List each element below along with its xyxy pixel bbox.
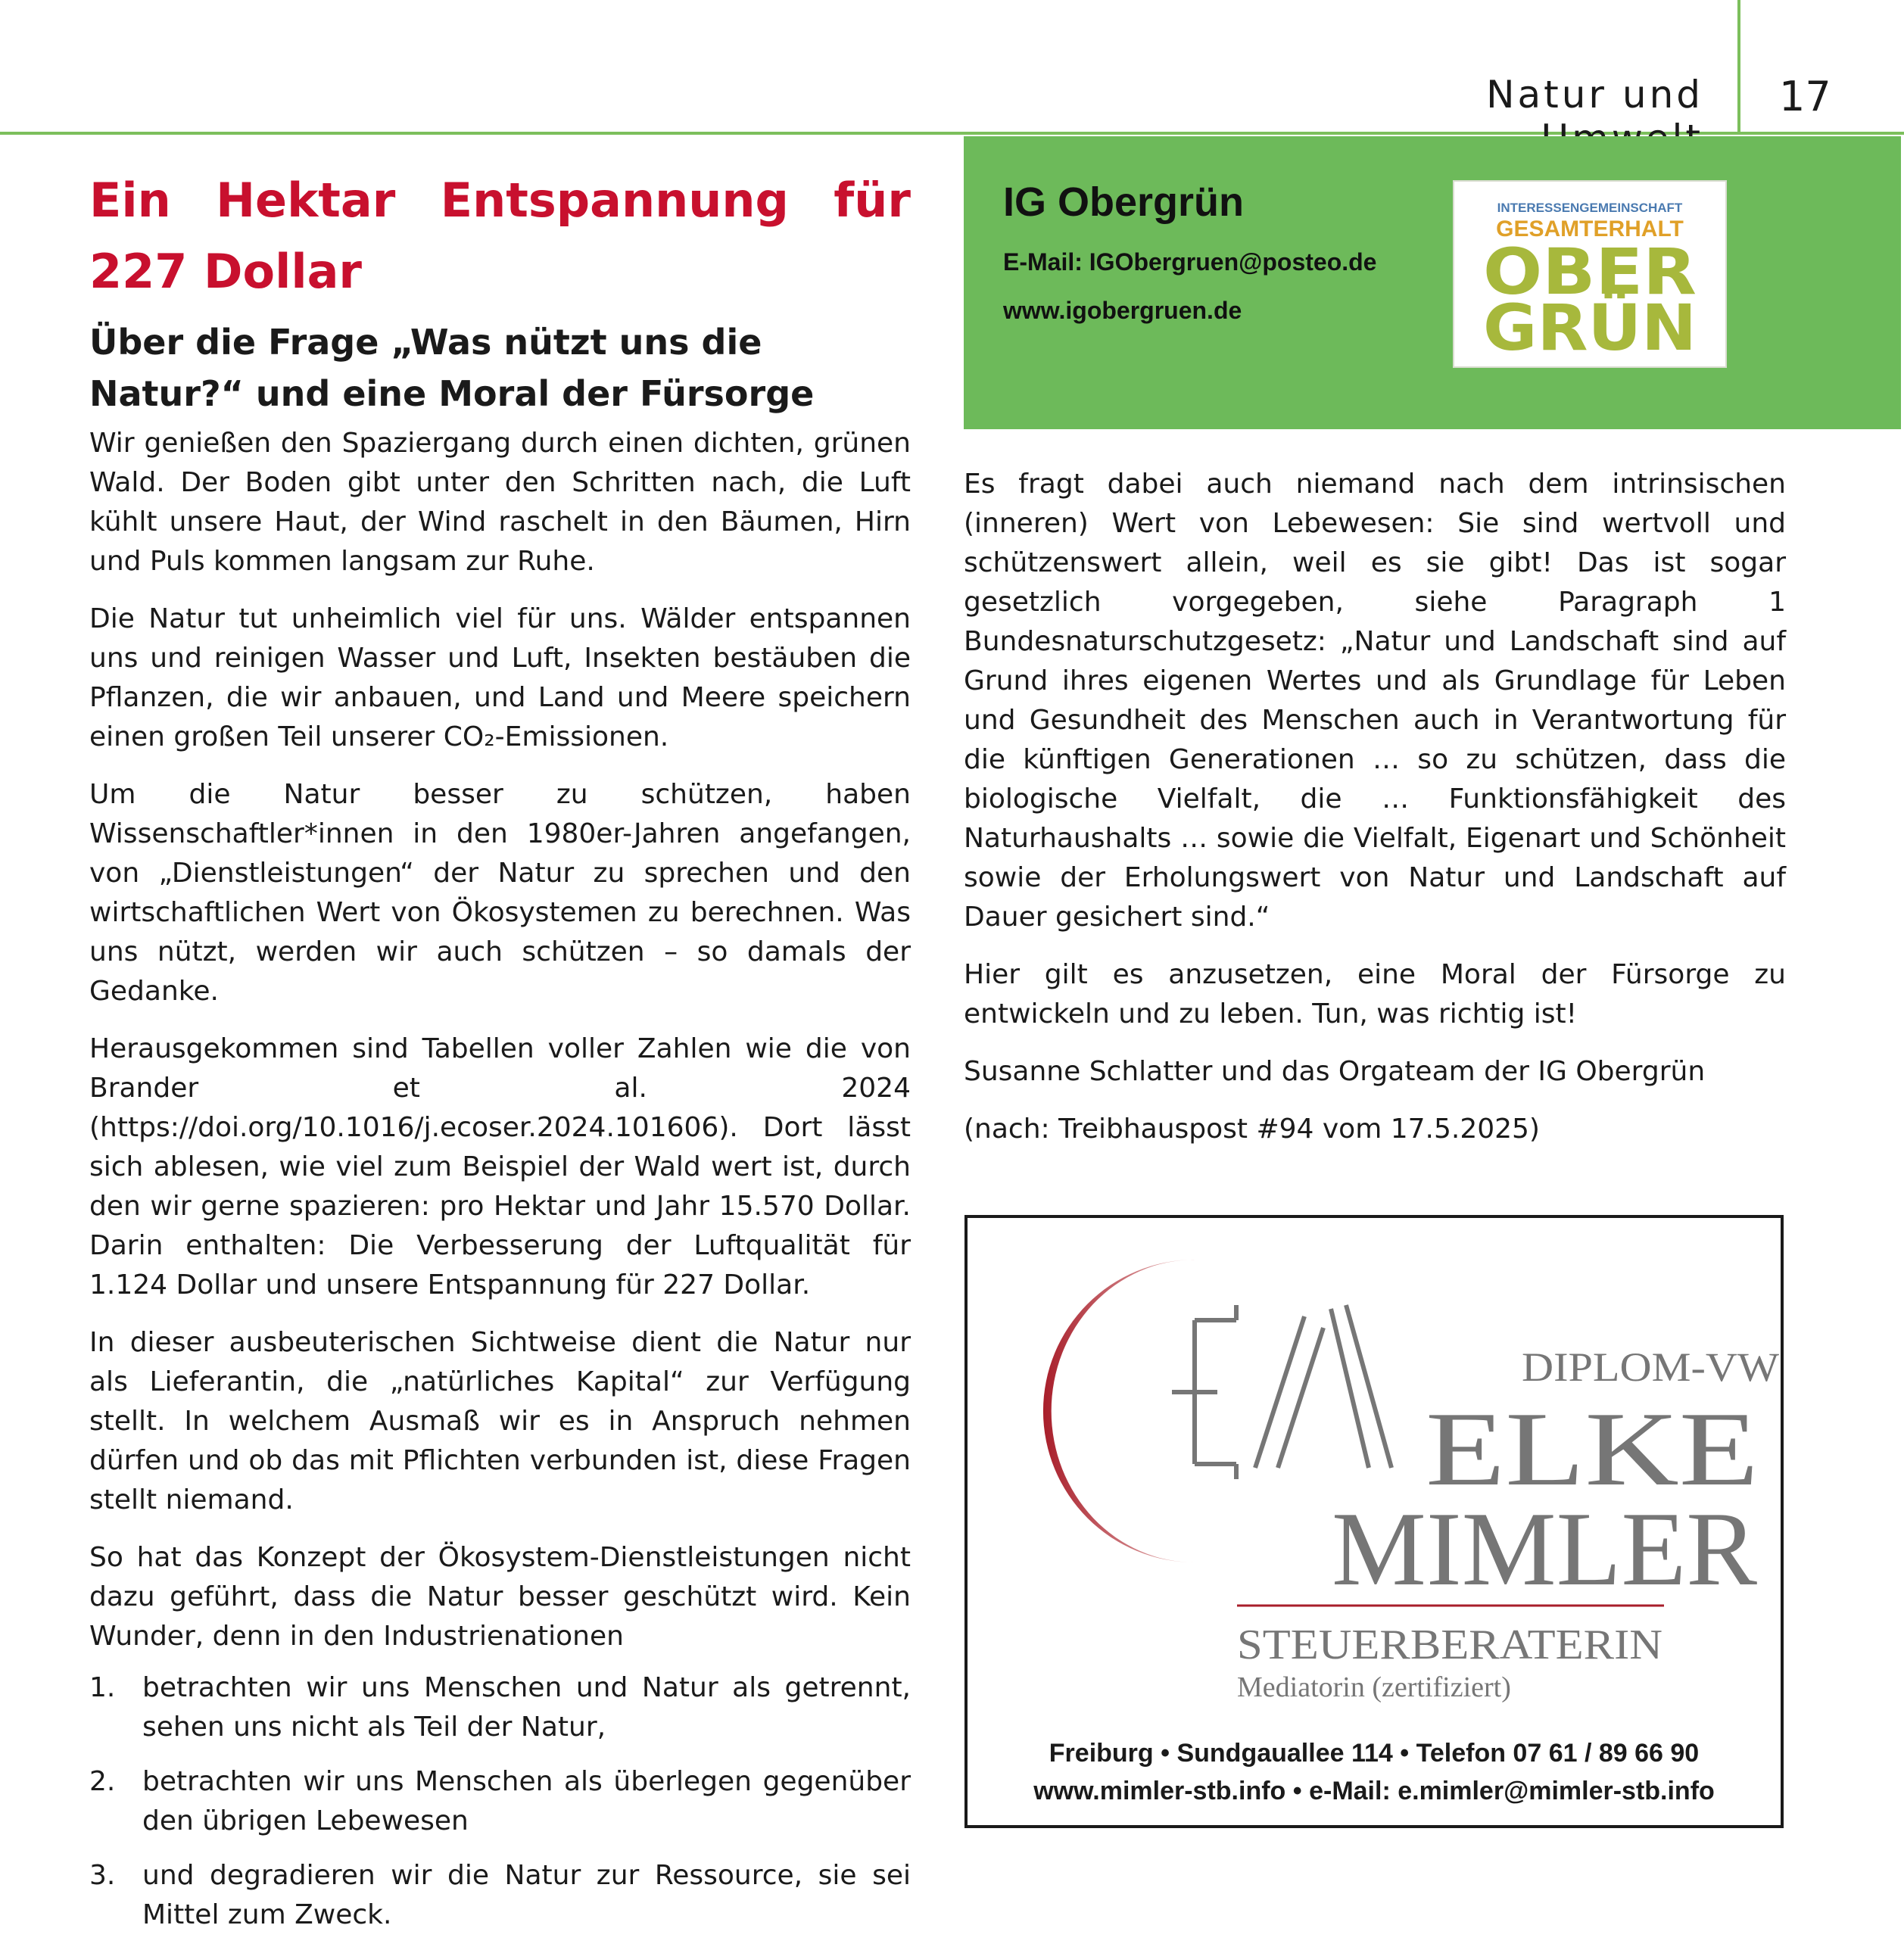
ig-website-link[interactable]: www.igobergruen.de	[1003, 297, 1242, 324]
paragraph: In dieser ausbeuterischen Sichtweise dient die Natur nur als Lieferantin, die „natürliches Kapital“ zur Verfügung stellt. In welchem Ausmaß wir es in Anspruch nehmen dürfen und ob das mit Pflichten verbunden ist, diese Fragen stellt niemand.	[89, 1327, 911, 1515]
crescent-moon-icon	[1043, 1260, 1195, 1562]
author-line: Susanne Schlatter und das Orgateam der IG Obergrün	[964, 1056, 1706, 1087]
ad-profession: STEUERBERATERIN	[1237, 1621, 1662, 1668]
paragraph: Um die Natur besser zu schützen, haben Wissenschaftler*innen in den 1980er-Jahren angefangen, von „Dienstleistungen“ der Natur zu sprechen und den wirtschaftlichen Wert von Ökosystemen zu berechnen. Was uns nützt, werden wir auch schützen – so damals der Gedanke.	[89, 779, 911, 1007]
stylized-m-icon	[1255, 1305, 1391, 1468]
numbered-list	[89, 1668, 911, 1935]
ad-diplom: DIPLOM-VW	[1522, 1344, 1780, 1390]
ad-first-name: ELKE	[1426, 1391, 1759, 1508]
paragraph: Es fragt dabei auch niemand nach dem intrinsischen (inneren) Wert von Lebewesen: Sie sind wertvoll und schützenswert allein, weil es sie gibt! Das ist sogar gesetzlich vorgegeben, siehe Paragraph 1 Bundesnaturschutzgesetz: „Natur und Landschaft sind auf Grund ihres eigenen Wertes und als Grundlage für Leben und Gesundheit des Menschen auch in Verantwortung für die künftigen Generationen … so zu schützen, dass die biologische Vielfalt, die … Funktionsfähigkeit des Naturhaushalts … sowie die Vielfalt, Eigenart und Schönheit sowie der Erholungswert von Natur und Landschaft auf Dauer gesichert sind.“	[964, 469, 1786, 933]
list-text: betrachten wir uns Menschen als überlegen gegenüber den übrigen Lebewesen	[142, 1766, 911, 1836]
ad-address: Freiburg • Sundgauallee 114 • Telefon 07 61 / 89 66 90	[1049, 1739, 1700, 1768]
paragraph: Hier gilt es anzusetzen, eine Moral der Fürsorge zu entwickeln und zu leben. Tun, was richtig ist!	[964, 959, 1786, 1030]
list-item	[89, 1668, 911, 1747]
source-line: (nach: Treibhauspost #94 vom 17.5.2025)	[964, 1114, 1540, 1145]
ig-title: IG Obergrün	[1003, 179, 1245, 225]
paragraph: So hat das Konzept der Ökosystem-Dienstleistungen nicht dazu geführt, dass die Natur besser geschützt wird. Kein Wunder, denn in den Industrienationen	[89, 1542, 911, 1652]
paragraph: Die Natur tut unheimlich viel für uns. Wälder entspannen uns und reinigen Wasser und Luft, Insekten bestäuben die Pflanzen, die wir anbauen, und Land und Meere speichern einen großen Teil unserer CO₂-Emissionen.	[89, 603, 911, 752]
ad-logo-graphic	[968, 1218, 1781, 1718]
list-number: 3.	[89, 1860, 116, 1891]
list-number: 2.	[89, 1766, 116, 1797]
ad-web-email[interactable]: www.mimler-stb.info • e-Mail: e.mimler@mimler-stb.info	[1033, 1777, 1715, 1805]
ig-obergruen-logo	[1453, 180, 1727, 368]
list-text: und degradieren wir die Natur zur Ressource, sie sei Mittel zum Zweck.	[142, 1860, 911, 1930]
logo-line-1: INTERESSENGEMEINSCHAFT	[1497, 201, 1683, 215]
advertisement-box	[964, 1215, 1784, 1828]
logo-line-3: OBER	[1483, 235, 1697, 309]
header-divider	[1737, 0, 1740, 132]
list-item	[89, 1762, 911, 1841]
list-item	[89, 1856, 911, 1935]
article-left-column	[89, 165, 911, 1950]
article-subtitle: Über die Frage „Was nützt uns die Natur?“ und eine Moral der Fürsorge	[89, 322, 815, 414]
list-text: betrachten wir uns Menschen und Natur als getrennt, sehen uns nicht als Teil der Natur,	[142, 1672, 911, 1743]
article-body-left	[89, 424, 911, 1656]
ig-email[interactable]: E-Mail: IGObergruen@posteo.de	[1003, 248, 1377, 276]
ad-last-name: MIMLER	[1332, 1491, 1758, 1608]
list-number: 1.	[89, 1672, 116, 1703]
page-number: 17	[1779, 73, 1831, 120]
ig-logo-graphic	[1454, 182, 1725, 366]
section-title: Natur und	[1486, 73, 1703, 117]
article-title: Ein Hektar Entspannung für 227 Dollar	[89, 173, 911, 299]
paragraph: Wir genießen den Spaziergang durch einen dichten, grünen Wald. Der Boden gibt unter den Schritten nach, die Luft kühlt unsere Haut, der Wind raschelt in den Bäumen, Hirn und Puls kommen langsam zur Ruhe.	[89, 428, 911, 577]
logo-line-2: GESAMTERHALT	[1496, 216, 1684, 241]
ad-qualification: Mediatorin (zertifiziert)	[1237, 1671, 1511, 1703]
paragraph: Herausgekommen sind Tabellen voller Zahlen wie die von Brander et al. 2024 (https://doi.org/10.1016/j.ecoser.2024.101606). Dort lässt sich ablesen, wie viel zum Beispiel der Wald wert ist, durch den wir gerne spazieren: pro Hektar und Jahr 15.570 Dollar. Darin enthalten: Die Verbesserung der Luftqualität für 1.124 Dollar und unsere Entspannung für 227 Dollar.	[89, 1033, 911, 1301]
ig-obergruen-box	[964, 136, 1901, 429]
article-body-right	[964, 465, 1786, 1167]
stylized-e-icon	[1172, 1305, 1236, 1479]
logo-line-4: GRÜN	[1483, 291, 1697, 365]
